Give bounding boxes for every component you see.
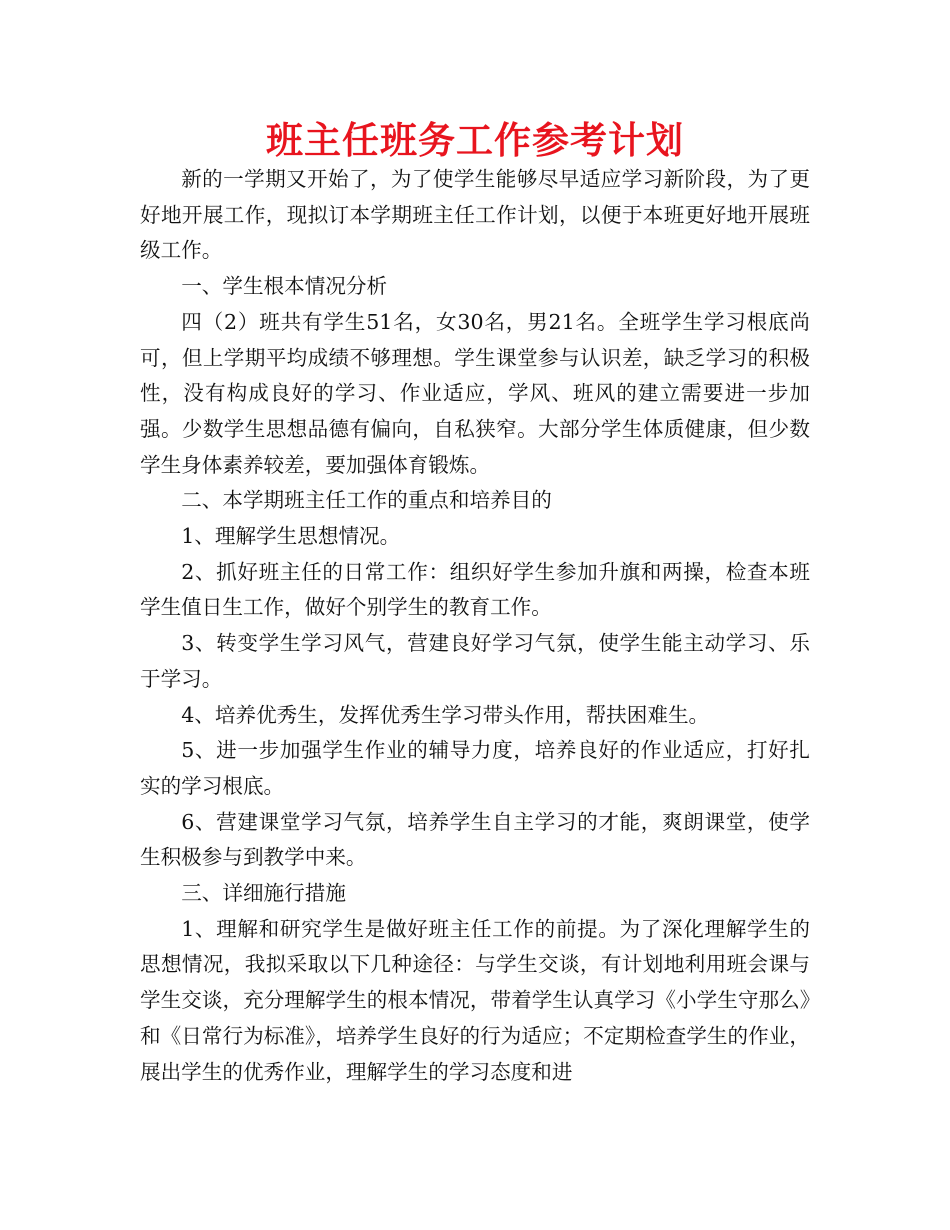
goal-item-4: 4、培养优秀生，发挥优秀生学习带头作用，帮扶困难生。 <box>181 702 710 727</box>
section-heading-2: 二、本学期班主任工作的重点和培养目的 <box>181 488 552 513</box>
goal-item-2: 2、抓好班主任的日常工作：组织好学生参加升旗和两操，检查本班学生值日生工作，做好个别学生的教育工作。 <box>140 559 810 620</box>
section-heading-1: 一、学生根本情况分析 <box>181 274 388 299</box>
section-heading-3: 三、详细施行措施 <box>181 881 346 906</box>
document-body <box>140 162 810 1090</box>
goal-item-3: 3、转变学生学习风气，营建良好学习气氛，使学生能主动学习、乐于学习。 <box>140 631 810 691</box>
measure-item-1: 1、理解和研究学生是做好班主任工作的前提。为了深化理解学生的思想情况，我拟采取以下几种途径：与学生交谈，有计划地利用班会课与学生交谈，充分理解学生的根本情况，带着学生认真学习《小学生守那么》和《日常行为标准》，培养学生良好的行为适应；不定期检查学生的作业，展出学生的优秀作业，理解学生的学习态度和进 <box>140 916 810 1084</box>
paragraph-intro: 新的一学期又开始了，为了使学生能够尽早适应学习新阶段，为了更好地开展工作，现拟订本学期班主任工作计划，以便于本班更好地开展班级工作。 <box>140 167 810 263</box>
paragraph-student-analysis: 四（2）班共有学生51名，女30名，男21名。全班学生学习根底尚可，但上学期平均成绩不够理想。学生课堂参与认识差，缺乏学习的积极性，没有构成良好的学习、作业适应，学风、班风的建立需要进一步加强。少数学生思想品德有偏向，自私狭窄。大部分学生体质健康，但少数学生身体素养较差，要加强体育锻炼。 <box>140 309 810 477</box>
document-title: 班主任班务工作参考计划 <box>266 119 684 162</box>
goal-item-5: 5、进一步加强学生作业的辅导力度，培养良好的作业适应，打好扎实的学习根底。 <box>140 738 810 798</box>
goal-item-6: 6、营建课堂学习气氛，培养学生自主学习的才能，爽朗课堂，使学生积极参与到教学中来。 <box>140 809 810 870</box>
goal-item-1: 1、理解学生思想情况。 <box>181 524 401 549</box>
